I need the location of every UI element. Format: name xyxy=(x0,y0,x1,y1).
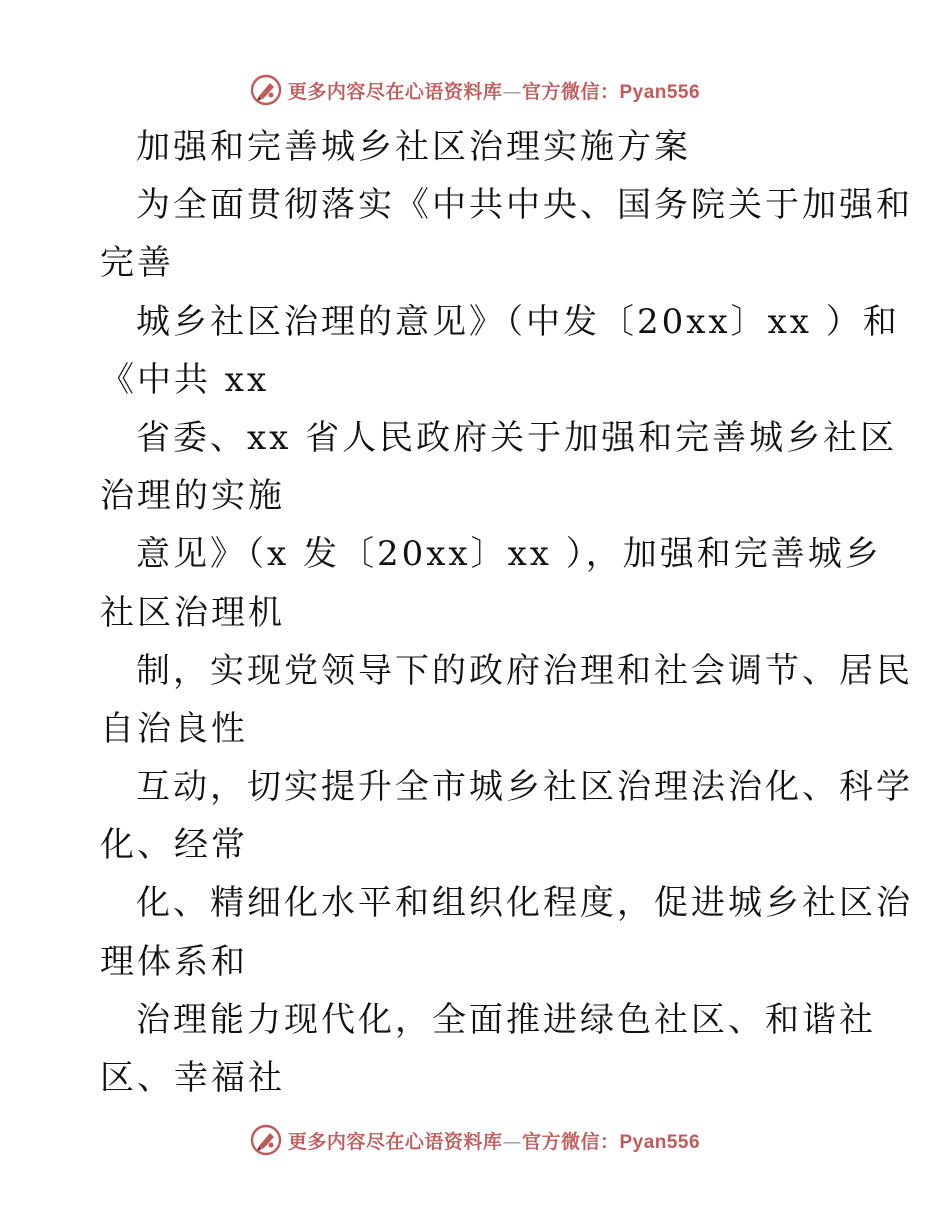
text-line: 自治良性 xyxy=(100,708,248,749)
document-body xyxy=(100,118,913,1107)
watermark-text xyxy=(288,77,700,104)
text-line: 为全面贯彻落实《中共中央、国务院关于加强和 xyxy=(136,185,913,226)
document-title: 加强和完善城乡社区治理实施方案 xyxy=(136,127,691,167)
watermark-site-name: 更多内容尽在心语资料库 xyxy=(287,1130,503,1153)
text-line: 完善 xyxy=(100,243,174,284)
watermark-wechat-label: 官方微信： xyxy=(521,1130,620,1153)
text-line: 理体系和 xyxy=(100,941,248,982)
text-line: 治理能力现代化，全面推进绿色社区、和谐社 xyxy=(136,999,876,1040)
header-watermark-banner xyxy=(0,72,950,108)
text-line: 社区治理机 xyxy=(100,592,285,633)
pen-logo-icon xyxy=(250,74,282,106)
pen-logo-icon xyxy=(250,1124,282,1156)
watermark-wechat-id: Pyan556 xyxy=(619,81,701,103)
text-line: 治理的实施 xyxy=(100,476,285,517)
text-line: 化、精细化水平和组织化程度，促进城乡社区治 xyxy=(136,883,913,924)
text-line: 化、经常 xyxy=(100,825,248,866)
text-line: 互动，切实提升全市城乡社区治理法治化、科学 xyxy=(136,767,913,808)
text-line: 意见》（x 发〔20xx〕xx ），加强和完善城乡 xyxy=(136,534,882,575)
watermark-site-name: 更多内容尽在心语资料库 xyxy=(287,80,503,103)
text-line: 省委、xx 省人民政府关于加强和完善城乡社区 xyxy=(136,417,898,458)
text-line: 《中共 xx xyxy=(100,359,270,400)
watermark-wechat-label: 官方微信： xyxy=(521,80,620,103)
text-line: 区、幸福社 xyxy=(100,1058,285,1098)
footer-watermark-banner xyxy=(0,1122,950,1158)
text-line: 制，实现党领导下的政府治理和社会调节、居民 xyxy=(136,650,913,691)
watermark-dash: — xyxy=(502,1130,522,1153)
watermark-dash: — xyxy=(502,80,522,103)
watermark-text xyxy=(288,1127,700,1154)
text-line: 城乡社区治理的意见》（中发〔20xx〕xx ）和 xyxy=(136,301,900,342)
watermark-wechat-id: Pyan556 xyxy=(619,1131,701,1153)
